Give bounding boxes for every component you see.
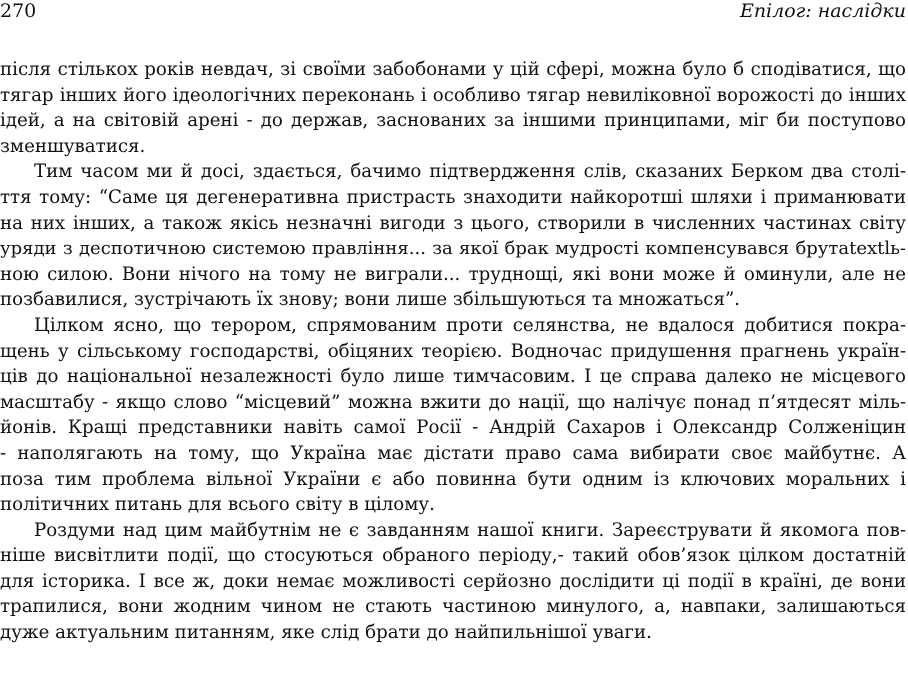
text-line: йонів. Кращі представники навіть самої Росії - Андрій Сахаров і Олександр Солженіцин [0, 417, 906, 439]
text-line: тягар інших його ідеологічних переконань і особливо тягар невиліковної ворожості до інших [0, 84, 906, 106]
text-line: ною силою. Вони нічого на тому не виграли... труднощі, які вони може й оминули, але не [0, 263, 906, 285]
paragraph-3 [0, 313, 906, 518]
page-number: 270 [0, 0, 37, 22]
text-line: Цілком ясно, що терором, спрямованим проти селянства, не вдалося добитися покра- [34, 314, 906, 336]
running-header [0, 0, 906, 22]
text-line: поза тим проблема вільної України є або повинна бути одним із ключових моральних і [0, 468, 906, 490]
text-line: політичних питань для всього світу в цілому. [0, 494, 435, 516]
text-line: - наполягають на тому, що Україна має дістати право сама вибирати своє майбутнє. А [0, 442, 906, 464]
paragraph-2 [0, 159, 906, 313]
text-line: трапилися, вони жодним чином не стають частиною минулого, а, навпаки, залишаються [0, 596, 906, 618]
text-line: позбавилися, зустрічають їх знову; вони лише збільшуються та множаться”. [0, 289, 741, 311]
text-line: ідей, а на світовій арені - до держав, заснованих за іншими принципами, міг би поступово [0, 110, 906, 132]
text-line: на них інших, а також якісь незначні вигоди з цього, створили в численних частинах світу [0, 212, 906, 234]
text-line: масштабу - якщо слово “місцевий” можна вжити до нації, що налічує понад п’ятдесят міль- [0, 391, 906, 413]
text-line: після стількох років невдач, зі своїми забобонами у цій сфері, можна було б сподіватися, що [0, 59, 906, 80]
text-line: для історика. І все ж, доки немає можливості серйозно дослідити ці події в країні, де вони [0, 570, 906, 592]
text-line: дуже актуальним питанням, яке слід брати до найпильнішої уваги. [0, 622, 652, 644]
text-line: зменшуватися. [0, 135, 146, 157]
paragraph-4 [0, 518, 906, 646]
chapter-title: Епілог: наслідки [739, 0, 906, 22]
text-line: ців до національної незалежності було лише тимчасовим. І це справа далеко не місцевого [0, 366, 906, 388]
text-line: ття тому: “Саме ця дегенеративна пристрасть знаходити найкоротші шляхи і приманювати [0, 186, 906, 208]
text-line: уряди з деспотичною системою правління... за якої брак мудрості компенсувався брутаtextlь- [0, 238, 906, 260]
body-text [0, 57, 906, 646]
text-line: Роздуми над цим майбутнім не є завданням нашої книги. Зареєструвати й якомога пов- [34, 519, 906, 541]
text-line: щень у сільському господарстві, обіцяних теорією. Водночас придушення прагнень україн- [0, 340, 906, 362]
text-line: ніше висвітлити події, що стосуються обраного періоду,- такий обов’язок цілком достатній [0, 545, 906, 567]
text-line: Тим часом ми й досі, здається, бачимо підтвердження слів, сказаних Берком два столі- [34, 161, 906, 183]
paragraph-1 [0, 57, 906, 159]
